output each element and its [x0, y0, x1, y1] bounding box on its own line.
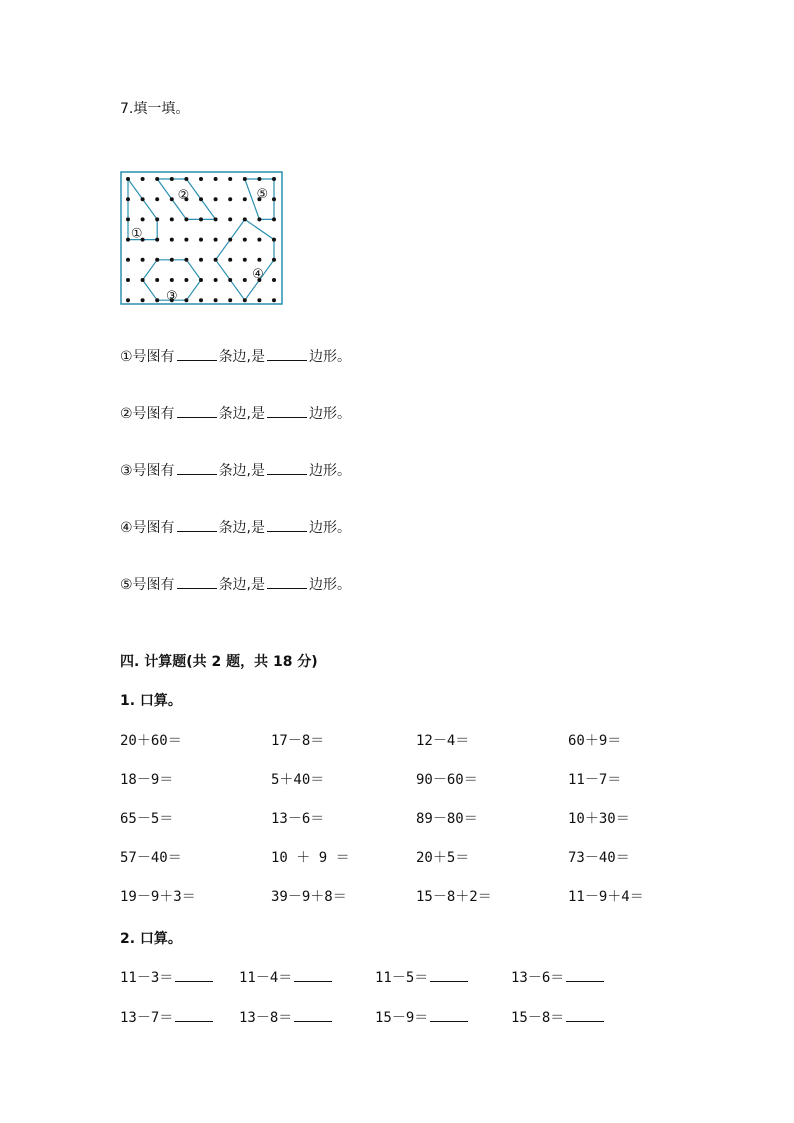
grid-dot: [155, 197, 159, 201]
fill-prefix: ③号图有: [120, 463, 175, 479]
answer-blank[interactable]: [177, 460, 217, 475]
answer-blank[interactable]: [294, 968, 332, 982]
grid-dot: [214, 217, 218, 221]
calc-problem: 19－9＋3＝: [120, 889, 196, 905]
calc-problem: 12－4＝: [416, 733, 470, 749]
grid-dot: [199, 217, 203, 221]
calc-problem: 15－8＋2＝: [416, 889, 492, 905]
grid-dot: [141, 217, 145, 221]
fill-prefix: ①号图有: [120, 349, 175, 365]
answer-blank[interactable]: [267, 403, 307, 418]
blank-problem-text: 11－5＝: [375, 970, 429, 986]
shape-label: ①: [130, 226, 143, 242]
shape-label: ②: [177, 188, 190, 204]
grid-dot: [126, 298, 130, 302]
fill-item: [120, 460, 351, 480]
grid-dot: [141, 258, 145, 262]
calc-problem: 11－7＝: [568, 772, 622, 788]
calc-problem: 13－6＝: [271, 811, 325, 827]
grid-dot: [184, 238, 188, 242]
question-7-title: 7.填一填。: [120, 101, 190, 117]
grid-dot: [141, 197, 145, 201]
question-1-title: 1. 口算。: [120, 693, 182, 709]
calc-problem: 20＋60＝: [120, 733, 182, 749]
grid-dot: [243, 258, 247, 262]
calc-problem: 18－9＝: [120, 772, 174, 788]
blank-problem-text: 11－3＝: [120, 970, 174, 986]
fill-suffix: 边形。: [309, 463, 352, 479]
blank-row: [120, 1007, 680, 1027]
shape-label: ④: [252, 266, 264, 282]
blank-problem-text: 15－9＝: [375, 1010, 429, 1026]
grid-dot: [199, 197, 203, 201]
grid-dot: [155, 177, 159, 181]
answer-blank[interactable]: [177, 574, 217, 589]
calc-problem: 5＋40＝: [271, 772, 325, 788]
blank-problem: [511, 1007, 604, 1027]
answer-blank[interactable]: [267, 346, 307, 361]
blank-problem: [120, 967, 213, 987]
grid-dot: [155, 217, 159, 221]
question-2-title: 2. 口算。: [120, 931, 182, 947]
blank-problem: [120, 1007, 213, 1027]
grid-dot: [228, 177, 232, 181]
calc-problem: 39－9＋8＝: [271, 889, 347, 905]
fill-item: [120, 574, 351, 594]
grid-dot: [199, 177, 203, 181]
grid-dot: [199, 298, 203, 302]
grid-dot: [228, 298, 232, 302]
fill-suffix: 边形。: [309, 520, 352, 536]
grid-dot: [272, 298, 276, 302]
calc-row: [120, 730, 680, 750]
answer-blank[interactable]: [566, 1008, 604, 1022]
grid-dot: [228, 258, 232, 262]
grid-dot: [228, 238, 232, 242]
fill-item: [120, 403, 351, 423]
answer-blank[interactable]: [177, 517, 217, 532]
fill-suffix: 边形。: [309, 349, 352, 365]
fill-prefix: ②号图有: [120, 406, 175, 422]
blank-problem: [511, 967, 604, 987]
grid-dot: [257, 258, 261, 262]
grid-dot: [257, 298, 261, 302]
grid-dot: [170, 258, 174, 262]
calc-row: [120, 808, 680, 828]
grid-dot: [243, 298, 247, 302]
answer-blank[interactable]: [175, 968, 213, 982]
answer-blank[interactable]: [177, 346, 217, 361]
grid-dot: [272, 197, 276, 201]
grid-dot: [199, 278, 203, 282]
fill-mid: 条边,是: [218, 406, 266, 422]
grid-dot: [141, 177, 145, 181]
grid-dot: [199, 258, 203, 262]
grid-dot: [214, 298, 218, 302]
calc-problem: 11－9＋4＝: [568, 889, 644, 905]
grid-dot: [243, 278, 247, 282]
calc-problem: 60＋9＝: [568, 733, 622, 749]
calc-problem: 20＋5＝: [416, 850, 470, 866]
grid-dot: [184, 298, 188, 302]
grid-dot: [228, 197, 232, 201]
calc-problem: 65－5＝: [120, 811, 174, 827]
fill-mid: 条边,是: [218, 577, 266, 593]
grid-dot: [170, 238, 174, 242]
grid-dot: [214, 177, 218, 181]
grid-dot: [272, 217, 276, 221]
grid-dot: [126, 278, 130, 282]
grid-dot: [184, 278, 188, 282]
grid-dot: [141, 298, 145, 302]
blank-problem-text: 13－6＝: [511, 970, 565, 986]
answer-blank[interactable]: [566, 968, 604, 982]
grid-dot: [126, 177, 130, 181]
calc-problem: 90－60＝: [416, 772, 478, 788]
blank-problem: [375, 967, 468, 987]
grid-dot: [170, 278, 174, 282]
grid-dot: [243, 238, 247, 242]
answer-blank[interactable]: [267, 574, 307, 589]
section-4-title: 四. 计算题(共 2 题，共 18 分): [120, 654, 318, 670]
answer-blank[interactable]: [430, 1008, 468, 1022]
blank-row: [120, 967, 680, 987]
answer-blank[interactable]: [267, 460, 307, 475]
calc-problem: 73－40＝: [568, 850, 630, 866]
grid-dot: [155, 298, 159, 302]
grid-dot: [243, 177, 247, 181]
grid-dot: [126, 197, 130, 201]
grid-dot: [243, 197, 247, 201]
dot-grid-svg: [120, 171, 283, 305]
grid-dot: [199, 238, 203, 242]
grid-dot: [126, 217, 130, 221]
grid-dot: [272, 258, 276, 262]
grid-dot: [272, 278, 276, 282]
calc-row: [120, 769, 680, 789]
blank-problem-text: 11－4＝: [239, 970, 293, 986]
calc-problem: 57－40＝: [120, 850, 182, 866]
grid-dot: [257, 177, 261, 181]
grid-dot: [272, 177, 276, 181]
fill-prefix: ⑤号图有: [120, 577, 175, 593]
grid-dot: [214, 258, 218, 262]
answer-blank[interactable]: [430, 968, 468, 982]
grid-dot: [155, 278, 159, 282]
grid-dot: [257, 238, 261, 242]
dot-grid-figure: [120, 171, 283, 305]
grid-dot: [141, 278, 145, 282]
calc-problem: 17－8＝: [271, 733, 325, 749]
blank-problem: [239, 967, 332, 987]
grid-dot: [228, 278, 232, 282]
fill-prefix: ④号图有: [120, 520, 175, 536]
fill-mid: 条边,是: [218, 349, 266, 365]
fill-item: [120, 517, 351, 537]
calc-row: [120, 847, 680, 867]
grid-dot: [184, 177, 188, 181]
fill-item: [120, 346, 351, 366]
fill-suffix: 边形。: [309, 577, 352, 593]
grid-dot: [170, 217, 174, 221]
grid-dot: [257, 217, 261, 221]
blank-problem-text: 13－7＝: [120, 1010, 174, 1026]
answer-blank[interactable]: [294, 1008, 332, 1022]
answer-blank[interactable]: [175, 1008, 213, 1022]
grid-dot: [184, 217, 188, 221]
grid-dot: [228, 217, 232, 221]
answer-blank[interactable]: [177, 403, 217, 418]
grid-dot: [214, 197, 218, 201]
grid-dot: [155, 238, 159, 242]
fill-mid: 条边,是: [218, 520, 266, 536]
grid-dot: [272, 238, 276, 242]
grid-dot: [214, 278, 218, 282]
grid-dot: [126, 238, 130, 242]
grid-dot: [184, 258, 188, 262]
grid-dot: [126, 258, 130, 262]
shape-label: ⑤: [256, 187, 269, 203]
blank-problem-text: 15－8＝: [511, 1010, 565, 1026]
blank-problem: [375, 1007, 468, 1027]
grid-dot: [155, 258, 159, 262]
answer-blank[interactable]: [267, 517, 307, 532]
grid-dot: [243, 217, 247, 221]
fill-mid: 条边,是: [218, 463, 266, 479]
calc-problem: 10 ＋ 9 ＝: [271, 850, 350, 866]
fill-suffix: 边形。: [309, 406, 352, 422]
shape-label: ③: [165, 289, 178, 305]
calc-problem: 10＋30＝: [568, 811, 630, 827]
blank-problem-text: 13－8＝: [239, 1010, 293, 1026]
grid-dot: [170, 177, 174, 181]
calc-problem: 89－80＝: [416, 811, 478, 827]
calc-row: [120, 886, 680, 906]
blank-problem: [239, 1007, 332, 1027]
grid-dot: [170, 197, 174, 201]
grid-dot: [214, 238, 218, 242]
